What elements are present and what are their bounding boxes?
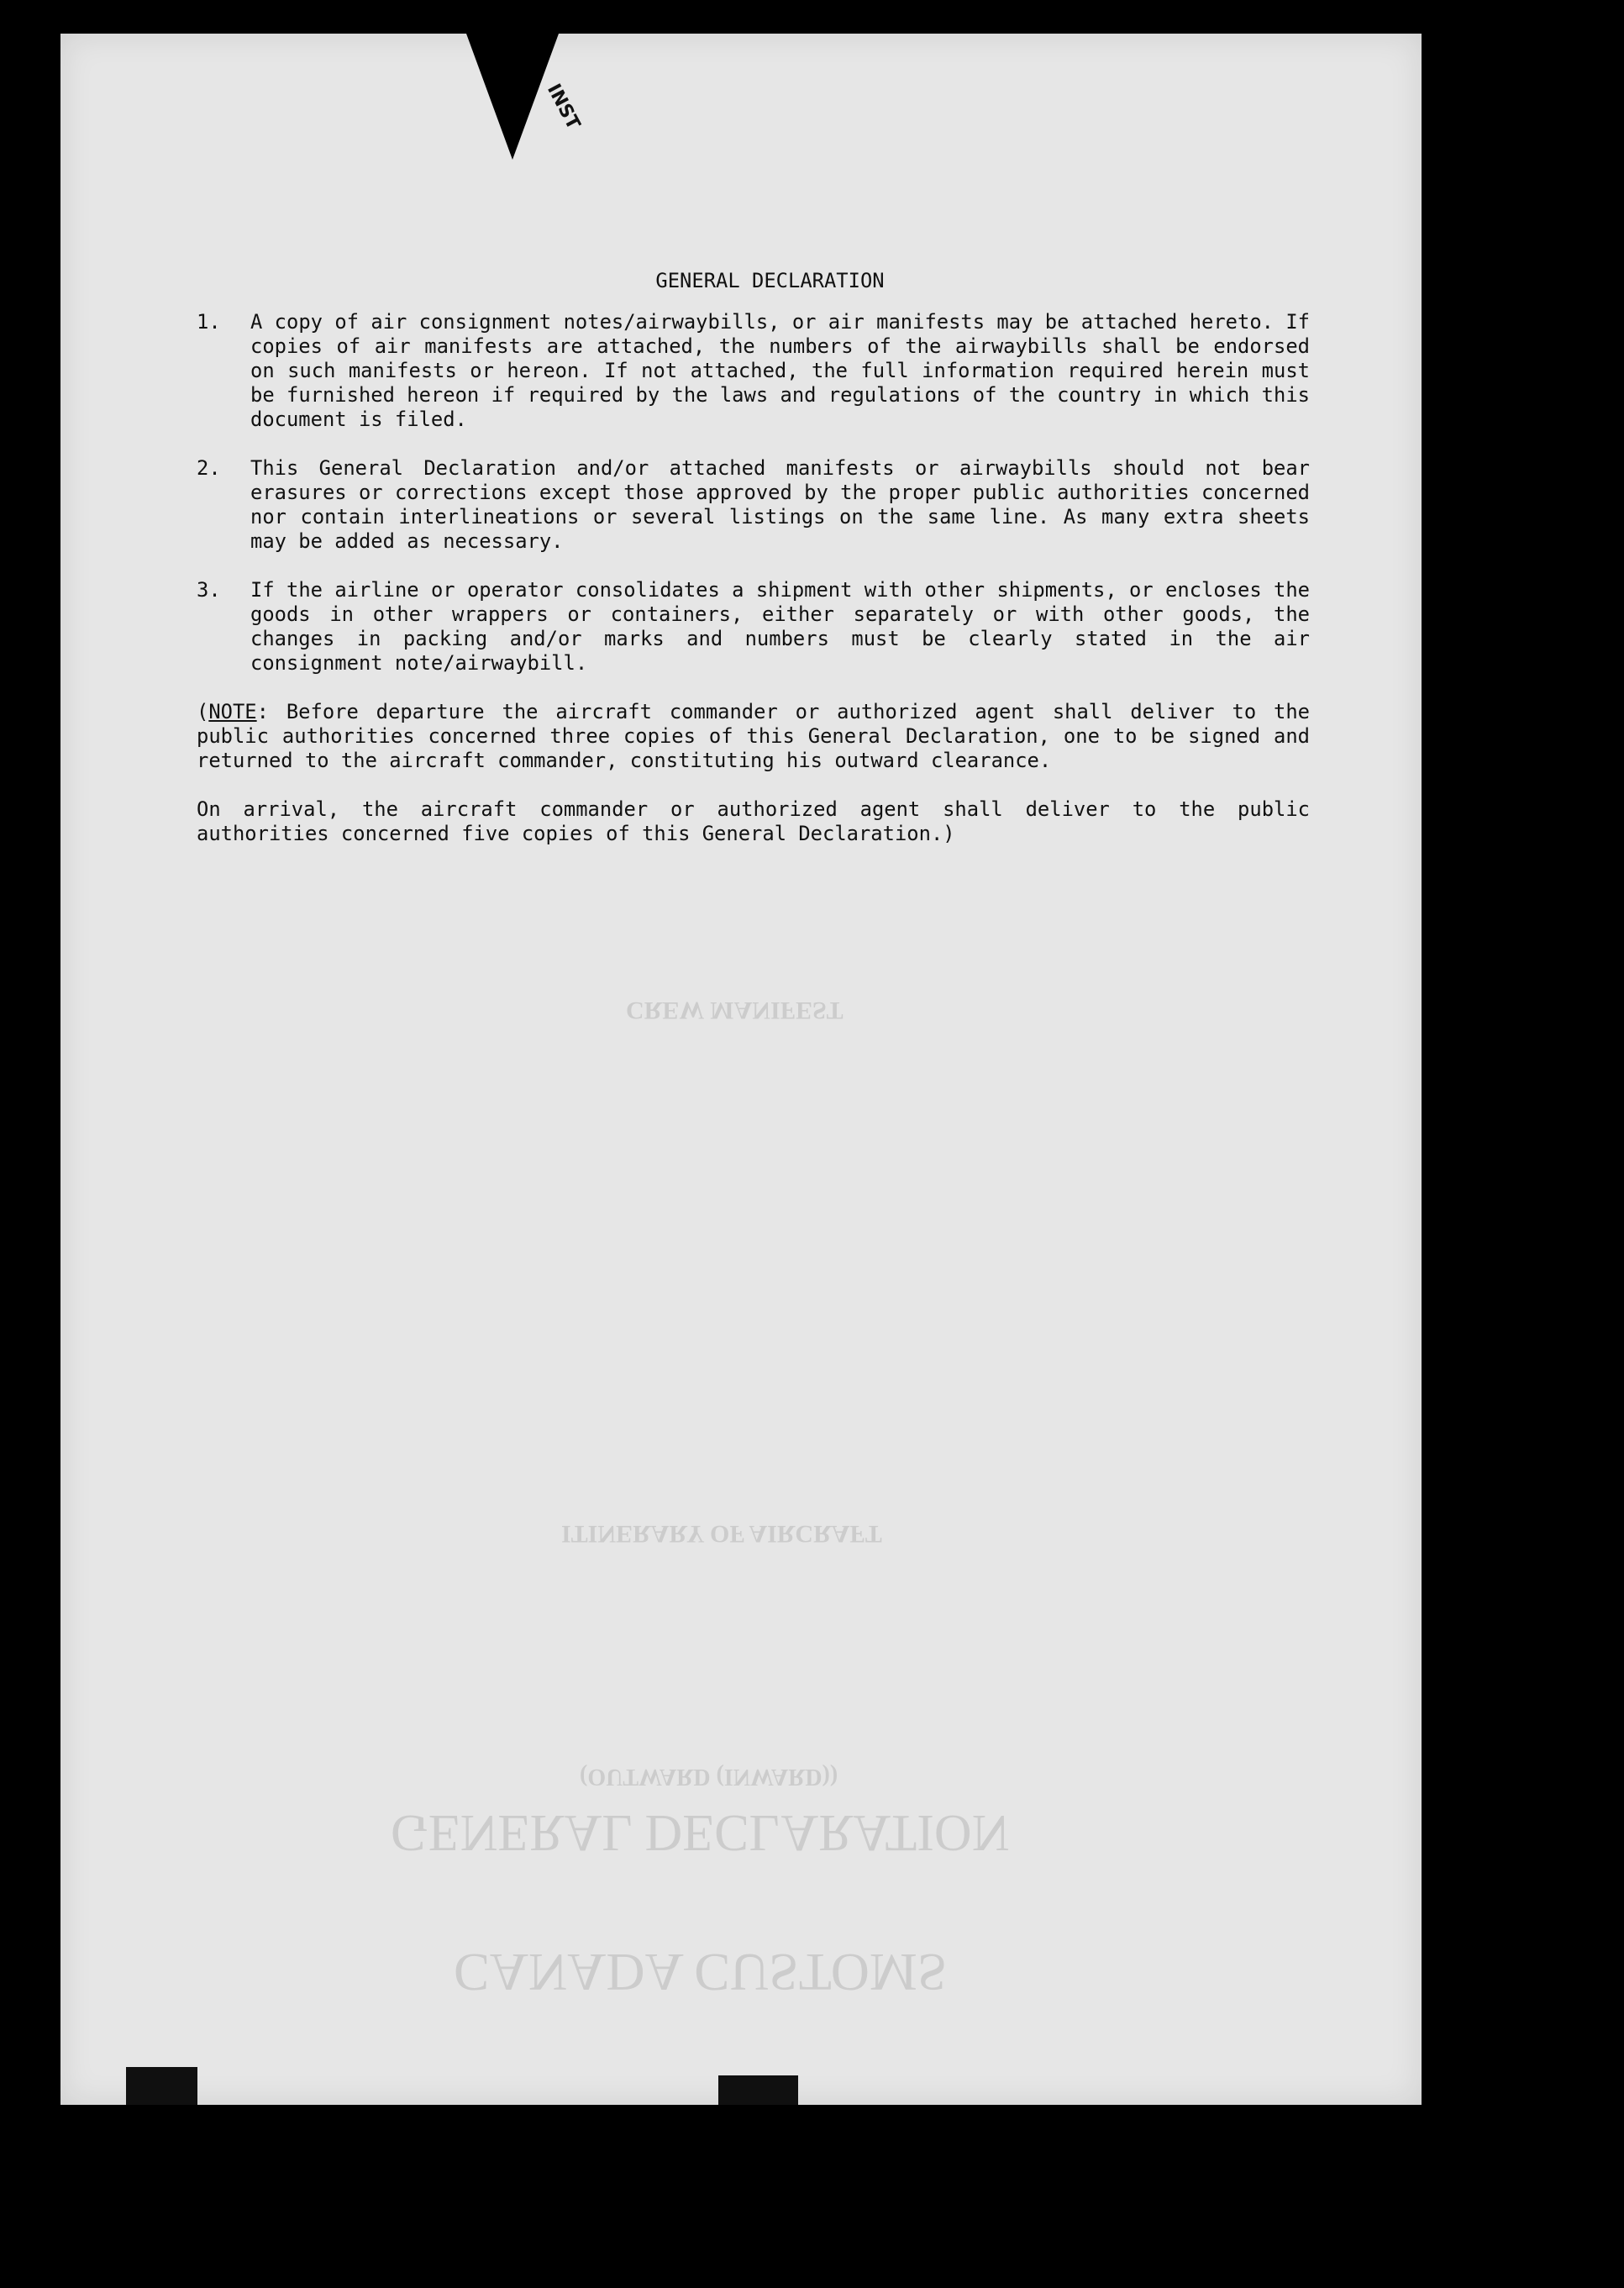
scan-mark (126, 2067, 197, 2105)
instruction-item-2 (197, 456, 1310, 554)
document-title: GENERAL DECLARATION (655, 269, 885, 292)
arrival-paragraph: On arrival, the aircraft commander or authorized agent shall deliver to the public authorities concerned five copies of this General Declaration.) (197, 797, 1310, 845)
note-paragraph (197, 700, 1310, 773)
bleed-through-crew-manifest: CREW MANIFEST (626, 997, 844, 1024)
note-open: ( (197, 700, 209, 723)
note-colon: : (256, 700, 269, 723)
instruction-item-3 (197, 578, 1310, 676)
torn-corner (466, 34, 559, 160)
item-number: 2. (197, 456, 221, 480)
item-text: A copy of air consignment notes/airwaybills, or air manifests may be attached hereto. If copies of air manifests are attached, the numbers of the airwaybills shall be endorsed on such manifests or hereon. If not attached, the full information required herein must be furnished hereon if required by the laws and regulations of the country in which this document is filed. (250, 310, 1310, 431)
item-number: 1. (197, 310, 221, 334)
scan-mark (718, 2075, 798, 2105)
bleed-through-customs: CANADA CUSTOMS (454, 1943, 948, 2002)
instruction-item-1 (197, 310, 1310, 432)
item-number: 3. (197, 578, 221, 602)
note-label: NOTE (208, 700, 257, 723)
bleed-through-declaration: GENERAL DECLARATION (391, 1804, 1010, 1861)
bleed-through-outward-inward: (OUTWARD (INWARD)) (580, 1764, 838, 1790)
tab-label: INST (542, 81, 584, 134)
instructions-body (197, 269, 1310, 846)
note-text: Before departure the aircraft commander or authorized agent shall deliver to the public authorities concerned three copies of this General Declaration, one to be signed and returned to the aircraft commander, constituting his outward clearance. (197, 700, 1310, 772)
item-text: This General Declaration and/or attached manifests or airwaybills should not bear erasures or corrections except those approved by the proper public authorities concerned nor contain interlineations or several listings on the same line. As many extra sheets may be added as necessary. (250, 456, 1310, 553)
item-text: If the airline or operator consolidates a shipment with other shipments, or encloses the goods in other wrappers or containers, either separately or with other goods, the changes in packing and/or marks and numbers must be clearly stated in the air consignment note/airwaybill. (250, 578, 1310, 675)
bleed-through-itinerary: ITINERARY OF AIRCRAFT (561, 1520, 882, 1548)
